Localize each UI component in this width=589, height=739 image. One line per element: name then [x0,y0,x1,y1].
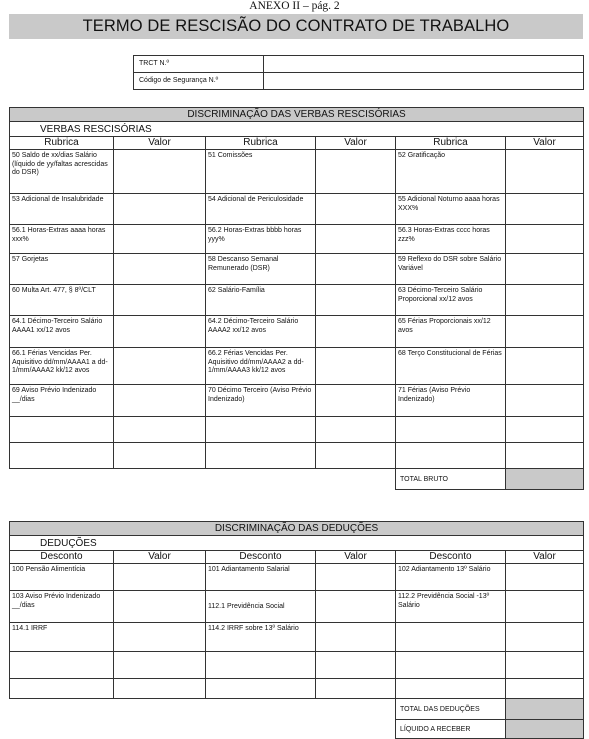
column-header-valor: Valor [316,551,396,564]
total-bruto-row [10,469,584,490]
liquido-value[interactable] [506,720,584,739]
deducao-item-label: 114.2 IRRF sobre 13º Salário [206,623,316,652]
verba-value-field[interactable] [114,150,206,194]
deducao-value-field[interactable] [506,679,584,699]
deducao-value-field[interactable] [506,591,584,623]
column-header-desconto: Desconto [10,551,114,564]
verba-value-field[interactable] [506,225,584,254]
deducao-item-label [396,623,506,652]
verba-item-label: 66.1 Férias Vencidas Per. Aquisitivo dd/mm/AAAA1 a dd-1/mm/AAAA2 kk/12 avos [10,348,114,385]
verba-item-label: 56.2 Horas-Extras bbbb horas yyy% [206,225,316,254]
deducao-item-label [396,679,506,699]
verba-item-label: 51 Comissões [206,150,316,194]
verba-value-field[interactable] [114,254,206,285]
verba-row [10,254,584,285]
verba-item-label: 62 Salário-Família [206,285,316,316]
deducao-value-field[interactable] [316,564,396,591]
deducoes-subtitle: DEDUÇÕES [10,536,584,551]
column-header-valor: Valor [506,137,584,150]
trct-label: TRCT N.º [134,56,264,73]
deducao-item-label: 102 Adiantamento 13º Salário [396,564,506,591]
column-header-rubrica: Rubrica [206,137,316,150]
verba-item-label [396,417,506,443]
column-header-valor: Valor [114,137,206,150]
deducao-value-field[interactable] [114,564,206,591]
identification-table [133,55,584,90]
trct-row [134,56,584,73]
verba-row [10,316,584,348]
column-header-valor: Valor [316,137,396,150]
security-code-row [134,73,584,90]
verba-item-label [10,443,114,469]
deducao-item-label [206,679,316,699]
deducao-value-field[interactable] [316,652,396,679]
deducoes-table [9,521,584,739]
deducao-value-field[interactable] [316,679,396,699]
deducao-value-field[interactable] [114,652,206,679]
verba-row [10,348,584,385]
deducao-item-label: 101 Adiantamento Salarial [206,564,316,591]
column-header-rubrica: Rubrica [10,137,114,150]
verba-item-label: 65 Férias Proporcionais xx/12 avos [396,316,506,348]
deducoes-column-headers [10,551,584,564]
verba-row [10,385,584,417]
verba-value-field[interactable] [316,254,396,285]
verba-value-field[interactable] [506,385,584,417]
deducao-item-label [396,652,506,679]
verba-row [10,225,584,254]
verba-value-field[interactable] [506,285,584,316]
verba-value-field[interactable] [114,225,206,254]
verba-row [10,194,584,225]
verba-item-label: 56.1 Horas-Extras aaaa horas xxx% [10,225,114,254]
verba-item-label [396,443,506,469]
verba-item-label: 54 Adicional de Periculosidade [206,194,316,225]
deducao-item-label: 114.1 IRRF [10,623,114,652]
verba-value-field[interactable] [506,417,584,443]
column-header-desconto: Desconto [396,551,506,564]
trct-number-field[interactable] [264,56,584,73]
total-deducoes-label: TOTAL DAS DEDUÇÕES [396,699,506,720]
deducao-row [10,623,584,652]
verba-value-field[interactable] [114,316,206,348]
deducao-value-field[interactable] [316,591,396,623]
deducao-item-label [10,652,114,679]
total-bruto-label: TOTAL BRUTO [396,469,506,490]
liquido-row [10,720,584,739]
verba-value-field[interactable] [114,194,206,225]
verba-value-field[interactable] [114,285,206,316]
column-header-valor: Valor [506,551,584,564]
deducao-row [10,652,584,679]
verba-item-label [206,443,316,469]
verba-item-label: 50 Saldo de xx/dias Salário (líquido de yy/faltas acrescidas do DSR) [10,150,114,194]
total-deducoes-value[interactable] [506,699,584,720]
column-header-rubrica: Rubrica [396,137,506,150]
deducao-value-field[interactable] [506,564,584,591]
verba-item-label: 64.1 Décimo-Terceiro Salário AAAA1 xx/12 avos [10,316,114,348]
deducao-item-label: 112.1 Previdência Social [206,591,316,623]
deducao-item-label: 112.2 Previdência Social -13º Salário [396,591,506,623]
verba-value-field[interactable] [316,225,396,254]
verba-item-label: 53 Adicional de Insalubridade [10,194,114,225]
verba-row [10,417,584,443]
verba-item-label: 71 Férias (Aviso Prévio Indenizado) [396,385,506,417]
deducao-value-field[interactable] [506,623,584,652]
deducao-value-field[interactable] [316,623,396,652]
verba-item-label: 58 Descanso Semanal Remunerado (DSR) [206,254,316,285]
verba-value-field[interactable] [506,150,584,194]
verba-value-field[interactable] [114,443,206,469]
verba-value-field[interactable] [316,150,396,194]
document-title: TERMO DE RESCISÃO DO CONTRATO DE TRABALHO [9,14,583,39]
verba-item-label: 55 Adicional Noturno aaaa horas XXX% [396,194,506,225]
security-code-label: Código de Segurança N.º [134,73,264,90]
verba-item-label [10,417,114,443]
verba-value-field[interactable] [506,348,584,385]
deducao-item-label [206,652,316,679]
verba-value-field[interactable] [316,285,396,316]
liquido-label: LÍQUIDO A RECEBER [396,720,506,739]
verba-item-label: 68 Terço Constitucional de Férias [396,348,506,385]
verba-item-label: 66.2 Férias Vencidas Per. Aquisitivo dd/mm/AAAA2 a dd-1/mm/AAAA3 kk/12 avos [206,348,316,385]
deducao-item-label: 103 Aviso Prévio Indenizado __/dias [10,591,114,623]
verba-item-label [206,417,316,443]
verba-value-field[interactable] [114,417,206,443]
verba-item-label: 60 Multa Art. 477, § 8º/CLT [10,285,114,316]
deducao-item-label: 100 Pensão Alimentícia [10,564,114,591]
deducao-value-field[interactable] [114,679,206,699]
security-code-field[interactable] [264,73,584,90]
verba-value-field[interactable] [316,417,396,443]
deducoes-section-title: DISCRIMINAÇÃO DAS DEDUÇÕES [10,522,584,536]
total-bruto-value[interactable] [506,469,584,490]
verba-row [10,443,584,469]
verba-value-field[interactable] [316,194,396,225]
verba-value-field[interactable] [114,348,206,385]
verba-value-field[interactable] [506,254,584,285]
annex-label: ANEXO II – pág. 2 [249,0,340,12]
verba-item-label: 59 Reflexo do DSR sobre Salário Variável [396,254,506,285]
verba-item-label: 64.2 Décimo-Terceiro Salário AAAA2 xx/12 avos [206,316,316,348]
verbas-table [9,107,584,490]
verba-item-label: 56.3 Horas-Extras cccc horas zzz% [396,225,506,254]
verba-value-field[interactable] [316,443,396,469]
verba-item-label: 57 Gorjetas [10,254,114,285]
verbas-subtitle: VERBAS RESCISÓRIAS [10,122,584,137]
verba-row [10,150,584,194]
deducao-row [10,679,584,699]
verba-value-field[interactable] [506,316,584,348]
deducao-row [10,564,584,591]
verba-item-label: 63 Décimo-Terceiro Salário Proporcional xx/12 avos [396,285,506,316]
verba-item-label: 69 Aviso Prévio Indenizado __/dias [10,385,114,417]
deducao-value-field[interactable] [114,591,206,623]
deducao-item-label [10,679,114,699]
deducao-value-field[interactable] [506,652,584,679]
total-deducoes-row [10,699,584,720]
verbas-column-headers [10,137,584,150]
verba-item-label: 52 Gratificação [396,150,506,194]
verba-item-label: 70 Décimo Terceiro (Aviso Prévio Indenizado) [206,385,316,417]
verba-value-field[interactable] [506,443,584,469]
verba-value-field[interactable] [316,385,396,417]
verbas-section-title: DISCRIMINAÇÃO DAS VERBAS RESCISÓRIAS [10,108,584,122]
verba-value-field[interactable] [316,316,396,348]
verba-row [10,285,584,316]
verba-value-field[interactable] [316,348,396,385]
verba-value-field[interactable] [506,194,584,225]
verba-value-field[interactable] [114,385,206,417]
column-header-valor: Valor [114,551,206,564]
deducao-row [10,591,584,623]
deducao-value-field[interactable] [114,623,206,652]
column-header-desconto: Desconto [206,551,316,564]
